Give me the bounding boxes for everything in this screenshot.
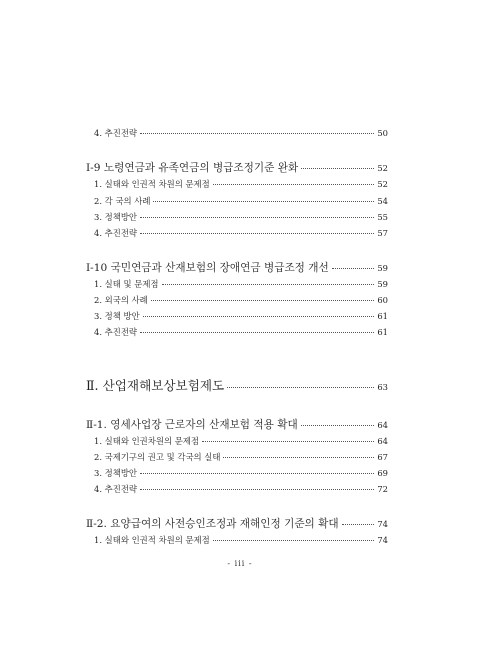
dot-leader: [301, 168, 374, 169]
toc-entry-sec: [86, 519, 388, 530]
dot-leader: [151, 300, 375, 301]
toc-entry-label: 3. 정책방안: [94, 468, 138, 478]
toc-entry-label: Ⅱ. 산업재해보상보험제도: [86, 378, 225, 393]
toc-entry-sub: [94, 296, 388, 304]
toc-entry-label: 4. 추진전략: [94, 228, 138, 238]
toc-entry-page-number: 55: [377, 212, 388, 222]
toc-entry-page-number: 72: [377, 484, 388, 494]
toc-entry-sub: [94, 453, 388, 461]
dot-leader: [227, 387, 374, 388]
toc-entry-label: 3. 정책방안: [94, 212, 138, 222]
toc-entry-page-number: 54: [377, 196, 388, 206]
toc-entry-label: 3. 정책 방안: [94, 311, 140, 321]
toc-entry-page-number: 61: [377, 327, 388, 337]
toc-entry-page-number: 59: [377, 279, 388, 289]
toc-entry-page-number: 52: [377, 179, 388, 189]
dot-leader: [140, 489, 374, 490]
toc-entry-sub: [94, 437, 388, 445]
toc-entry-page-number: 64: [377, 436, 388, 446]
dot-leader: [213, 540, 375, 541]
dot-leader: [213, 184, 375, 185]
toc-entry-page-number: 67: [377, 452, 388, 462]
dot-leader: [140, 233, 374, 234]
toc-entry-sub: [94, 328, 388, 336]
dot-leader: [223, 457, 374, 458]
toc-entry-label: 4. 추진전략: [94, 128, 138, 138]
toc-entry-sub: [94, 180, 388, 188]
toc-entry-sub: [94, 213, 388, 221]
toc-entry-sub: [94, 129, 388, 137]
dot-leader: [140, 217, 374, 218]
toc-entry-page-number: 60: [377, 295, 388, 305]
toc-entry-page-number: 52: [377, 163, 388, 173]
dot-leader: [342, 524, 375, 525]
toc-entry-label: 1. 실태와 인권적 차원의 문제점: [94, 535, 210, 545]
toc-entry-label: 1. 실태와 인권적 차원의 문제점: [94, 179, 210, 189]
toc-entry-label: Ⅱ-2. 요양급여의 사전승인조정과 재해인정 기준의 확대: [86, 518, 339, 530]
toc-entry-label: 4. 추진전략: [94, 327, 138, 337]
toc-entry-label: 2. 외국의 사례: [94, 295, 148, 305]
toc-entry-sec: [86, 420, 388, 431]
dot-leader: [202, 441, 374, 442]
toc-entry-page-number: 64: [377, 420, 388, 430]
dot-leader: [332, 268, 375, 269]
dot-leader: [301, 425, 375, 426]
toc-entry-sub: [94, 229, 388, 237]
toc-entry-page-number: 57: [377, 228, 388, 238]
toc-entry-label: 1. 실태와 인권차원의 문제점: [94, 436, 199, 446]
toc-entry-label: 4. 추진전략: [94, 484, 138, 494]
toc-entry-page-number: 74: [377, 519, 388, 529]
toc-entry-sec: [86, 163, 388, 174]
toc-entry-label: Ⅰ-10 국민연금과 산재보험의 장애연금 병급조정 개선: [86, 262, 329, 274]
toc-entry-label: Ⅱ-1. 영세사업장 근로자의 산재보험 적용 확대: [86, 419, 298, 431]
toc-entry-page-number: 61: [377, 311, 388, 321]
toc-entry-label: 2. 각 국의 사례: [94, 196, 151, 206]
toc-entry-sub: [94, 536, 388, 544]
toc-entry-sub: [94, 280, 388, 288]
toc-entry-label: 2. 국제기구의 권고 및 각국의 실태: [94, 452, 221, 462]
toc-entry-label: 1. 실태 및 문제점: [94, 279, 159, 289]
dot-leader: [153, 201, 374, 202]
toc-entry-page-number: 59: [377, 263, 388, 273]
dot-leader: [140, 332, 374, 333]
toc-entry-page-number: 50: [377, 128, 388, 138]
toc-entry-page-number: 74: [377, 535, 388, 545]
dot-leader: [140, 473, 374, 474]
toc-entry-page-number: 63: [377, 382, 388, 392]
toc-entry-label: Ⅰ-9 노령연금과 유족연금의 병급조정기준 완화: [86, 162, 299, 174]
toc-entry-page-number: 69: [377, 468, 388, 478]
page-number-footer: - iii -: [227, 559, 253, 568]
toc-entry-sub: [94, 469, 388, 477]
toc-entry-sub: [94, 485, 388, 493]
toc-entry-sub: [94, 197, 388, 205]
dot-leader: [140, 133, 374, 134]
dot-leader: [162, 284, 375, 285]
dot-leader: [143, 316, 375, 317]
toc-entry-chap: [86, 380, 388, 393]
toc-entry-sec: [86, 263, 388, 274]
toc-entry-sub: [94, 312, 388, 320]
